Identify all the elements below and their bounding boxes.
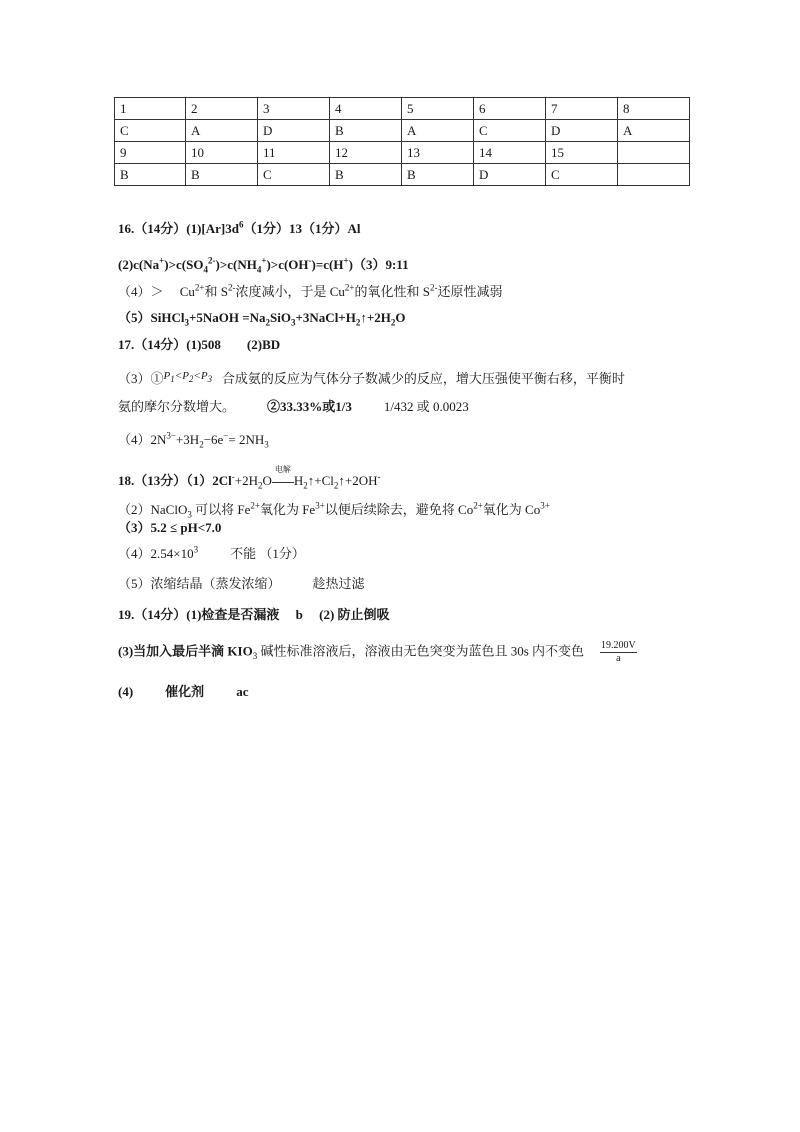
table-cell: 7 xyxy=(546,98,618,120)
table-cell: A xyxy=(186,120,258,142)
table-cell: C xyxy=(115,120,186,142)
table-cell: 12 xyxy=(330,142,402,164)
table-cell: D xyxy=(546,120,618,142)
table-cell: 2 xyxy=(186,98,258,120)
table-cell: C xyxy=(546,164,618,186)
q19-line1: 19.（14分）(1)检查是否漏液 b (2) 防止倒吸 xyxy=(118,607,390,622)
electrolysis-arrow: 电解 xyxy=(272,473,294,489)
table-cell: 14 xyxy=(474,142,546,164)
table-cell: 13 xyxy=(402,142,474,164)
table-cell: B xyxy=(330,120,402,142)
table-cell: 4 xyxy=(330,98,402,120)
table-cell xyxy=(618,142,690,164)
q16-line2: $(2)c(Na^+)>c(SO_4^{2-})>c(NH_4^+)>c(OH^-)=c(H^+)(3)9:11$ xyxy=(118,255,409,275)
result-fraction: $\frac{19.200V}{a}$ xyxy=(601,640,636,664)
table-cell: 11 xyxy=(258,142,330,164)
table-cell: D xyxy=(258,120,330,142)
q17-line2: （3）①$^{P_1<P_2<P_3}$ 合成氨的反应为气体分子数减少的反应，增大压强使平衡右移，平衡时 xyxy=(118,370,625,386)
table-cell: C xyxy=(258,164,330,186)
table-cell: 6 xyxy=(474,98,546,120)
table-cell: B xyxy=(115,164,186,186)
answer-table xyxy=(114,97,690,186)
table-cell: D xyxy=(474,164,546,186)
table-cell xyxy=(618,164,690,186)
q17-line4: $(4)2N^{3-}+3H_2-6e^-= 2NH_3$ xyxy=(118,430,269,450)
q16-line4: （5）SiHCl$_3$+5NaOH $=Na_2SiO_3+3NaCl+H_2↑+2H_2O$ xyxy=(118,310,406,328)
q19-line3: (4) 催化剂 ac xyxy=(118,684,249,699)
table-cell: 9 xyxy=(115,142,186,164)
table-cell: 15 xyxy=(546,142,618,164)
q16-line3: （4）＞ $Cu^{2+}$和 $S^{2-}$浓度减小，于是 $Cu^{2+}$的氧化性和 $S^{2-}$还原性减弱 xyxy=(118,282,503,299)
table-row xyxy=(115,98,690,120)
table-cell: 10 xyxy=(186,142,258,164)
table-row xyxy=(115,142,690,164)
table-cell: 1 xyxy=(115,98,186,120)
table-row xyxy=(115,120,690,142)
table-cell: C xyxy=(474,120,546,142)
q18-line1: 18.（13分）$(1)2Cl^-+2H_2O$ 电解 $H_2↑+Cl_2↑+2OH^-$ xyxy=(118,465,381,491)
table-cell: 3 xyxy=(258,98,330,120)
table-row xyxy=(115,164,690,186)
q18-line3: （3）5.2 ≤ pH<7.0 xyxy=(118,520,222,535)
table-cell: 8 xyxy=(618,98,690,120)
q18-line5: （5）浓缩结晶（蒸发浓缩） 趁热过滤 xyxy=(118,576,365,591)
table-cell: A xyxy=(402,120,474,142)
q17-line3: 氨的摩尔分数增大。 ②33.33%或1/3 1/432 或 0.0023 xyxy=(118,399,469,414)
q18-line4: $(4)2.54\times 10^3$ 不能 （1分） xyxy=(118,544,305,561)
table-cell: B xyxy=(402,164,474,186)
q16-line1: 16.（14分）$(1)[Ar]3d^6(1$分）13（1分）Al xyxy=(118,219,361,236)
table-cell: 5 xyxy=(402,98,474,120)
q17-line1: 17.（14分）(1)508 (2)BD xyxy=(118,337,281,352)
q18-line2: （2）NaClO$_3$ 可以将 $Fe^{2+}$氧化为 $Fe^{3+}$以便后续除去，避免将 $Co^{2+}$氧化为 $Co^{3+}$ xyxy=(118,500,550,520)
table-cell: B xyxy=(186,164,258,186)
q19-line2: (3)当加入最后半滴 $KIO_3$ 碱性标准溶液后，溶液由无色突变为蓝色且 30s 内不变色 $\frac{19.200V}{a}$ xyxy=(118,640,636,664)
table-cell: A xyxy=(618,120,690,142)
table-cell: B xyxy=(330,164,402,186)
